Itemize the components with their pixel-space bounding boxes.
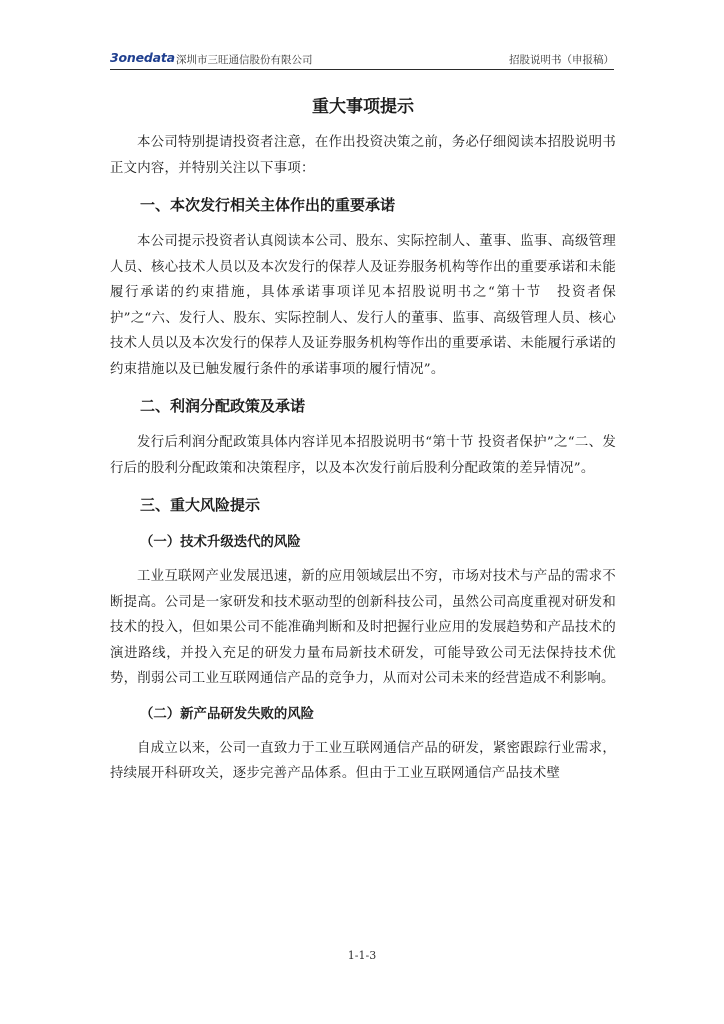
page-number: 1-1-3 bbox=[347, 949, 377, 962]
company-logo: 3onedata bbox=[110, 50, 175, 65]
document-type: 招股说明书（申报稿） bbox=[509, 54, 614, 66]
section-1-heading: 一、本次发行相关主体作出的重要承诺 bbox=[140, 196, 396, 214]
subsection-2-heading: （二）新产品研发失败的风险 bbox=[140, 706, 315, 722]
subsection-1-heading: （一）技术升级迭代的风险 bbox=[140, 535, 301, 550]
section-2-heading: 二、利润分配政策及承诺 bbox=[140, 397, 306, 415]
section-2-paragraph: 发行后利润分配政策具体内容详见本招股说明书“第十节 投资者保护”之“二、发行后的股利分配政策和决策程序，以及本次发行前后股利分配政策的差异情况”。 bbox=[110, 435, 616, 476]
subsection-1-paragraph: 工业互联网产业发展迅速，新的应用领域层出不穷，市场对技术与产品的需求不断提高。公司是一家研发和技术驱动型的创新科技公司，虽然公司高度重视对研发和技术的投入，但如果公司不能准确判断和及时把握行业应用的发展趋势和产品技术的演进路线，并投入充足的研发力量布局新技术研发，可能导致公司无法保持技术优势，削弱公司工业互联网通信产品的竞争力，从而对公司未来的经营造成不利影响。 bbox=[110, 569, 616, 686]
subsection-2-paragraph: 自成立以来，公司一直致力于工业互联网通信产品的研发，紧密跟踪行业需求，持续展开科研攻关，逐步完善产品体系。但由于工业互联网通信产品技术壁 bbox=[110, 740, 616, 781]
page-title: 重大事项提示 bbox=[312, 97, 414, 117]
section-3-heading: 三、重大风险提示 bbox=[140, 496, 261, 514]
page-header bbox=[110, 48, 614, 70]
document-body bbox=[110, 95, 616, 787]
intro-paragraph: 本公司特别提请投资者注意，在作出投资决策之前，务必仔细阅读本招股说明书正文内容，并特别关注以下事项： bbox=[110, 135, 616, 176]
header-divider bbox=[110, 69, 614, 70]
section-1-paragraph: 本公司提示投资者认真阅读本公司、股东、实际控制人、董事、监事、高级管理人员、核心技术人员以及本次发行的保荐人及证券服务机构等作出的重要承诺和未能履行承诺的约束措施，具体承诺事项详见本招股说明书之“第十节 投资者保护”之“六、发行人、股东、实际控制人、发行人的董事、监事、高级管理人员、核心技术人员以及本次发行的保荐人及证券服务机构等作出的重要承诺、未能履行承诺的约束措施以及已触发履行条件的承诺事项的履行情况”。 bbox=[110, 234, 616, 377]
company-name: 深圳市三旺通信股份有限公司 bbox=[176, 54, 313, 66]
